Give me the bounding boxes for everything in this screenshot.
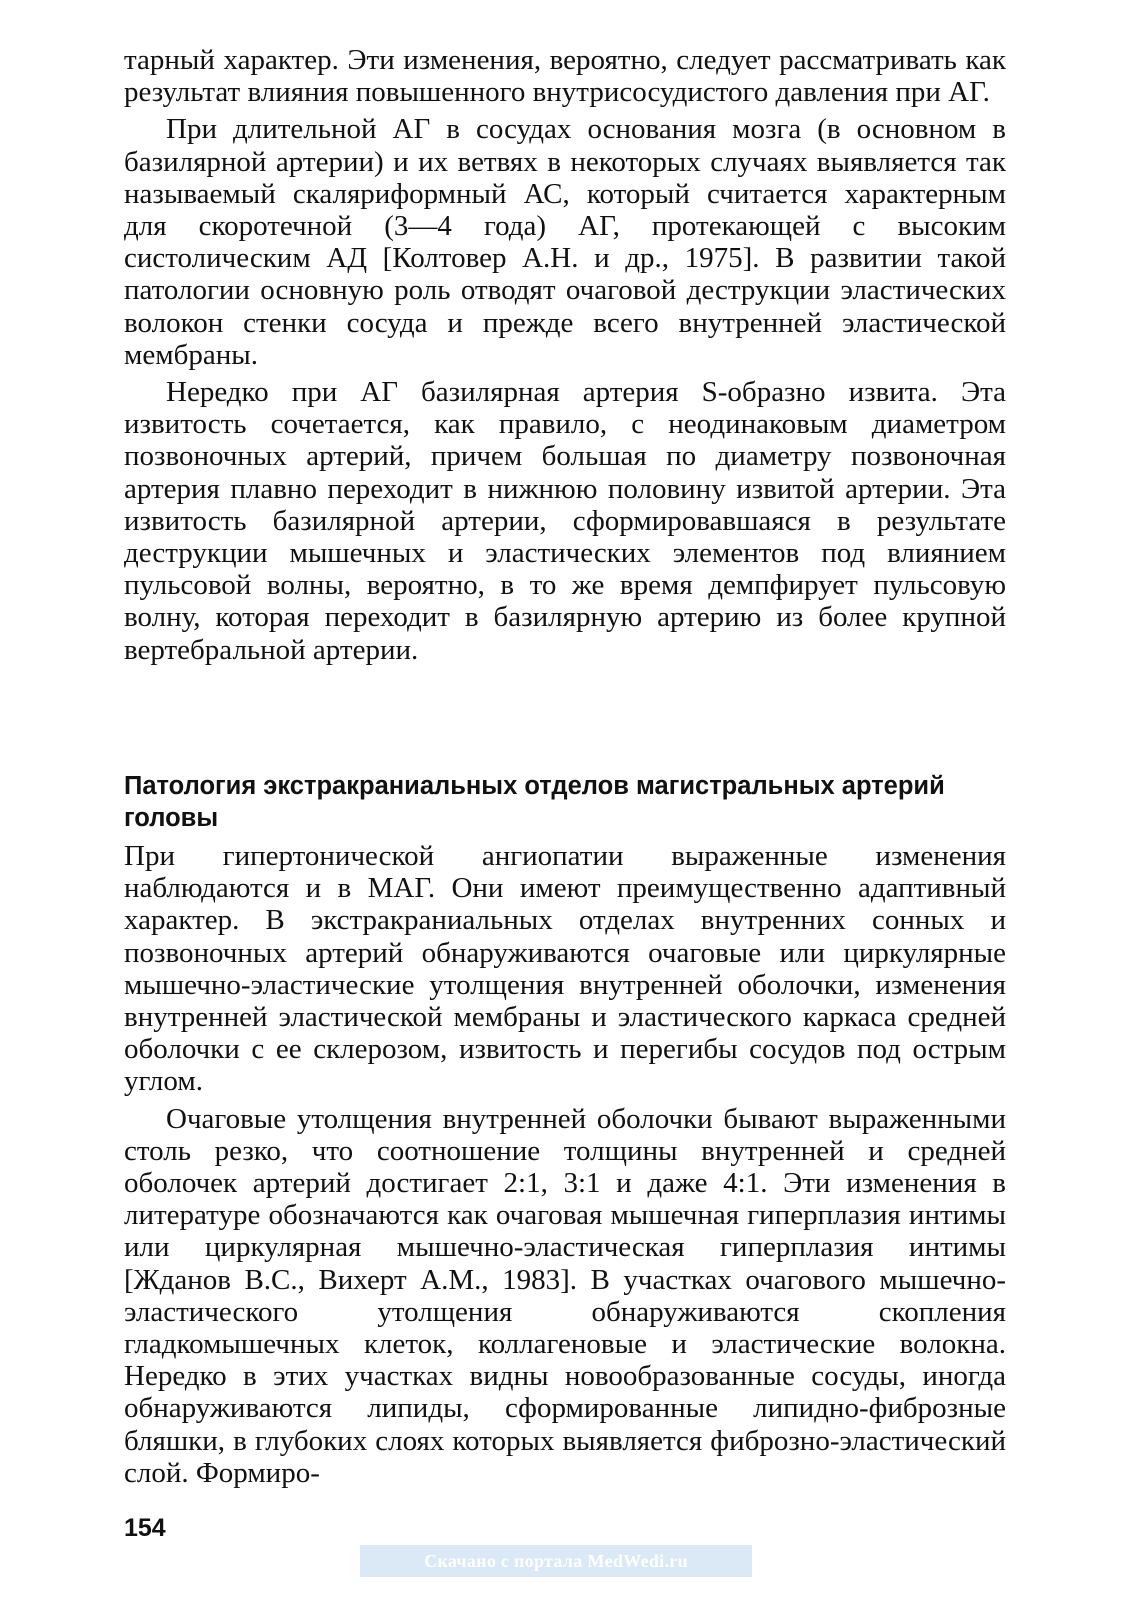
paragraph-focal-thickening: Очаговые утолщения внутренней оболочки бывают выраженными столь резко, что соотношение толщины внутренней и средней оболочек артерий достигает 2:1, 3:1 и даже 4:1. Эти изменения в литературе обозначаются как очаговая мышечная гиперплазия интимы или циркулярная мышечно-эластическая гиперплазия интимы [Жданов В.С., Вихерт А.М., 1983]. В участках очагового мышечно-эластического утолщения обнаруживаются скопления гладкомышечных клеток, коллагеновые и эластические волокна. Нередко в этих участках видны новообразованные сосуды, иногда обнаруживаются липиды, сформированные липидно-фиброзные бляшки, в глубоких слоях которых выявляется фиброзно-эластический слой. Формиро- (124, 1102, 1006, 1489)
paragraph-basilar-tortuosity: Нередко при АГ базилярная артерия S-образно извита. Эта извитость сочетается, как правило, с неодинаковым диаметром позвоночных артерий, причем большая по диаметру позвоночная артерия плавно переходит в нижнюю половину извитой артерии. Эта извитость базилярной артерии, сформировавшаяся в результате деструкции мышечных и эластических элементов под влиянием пульсовой волны, вероятно, в то же время демпфирует пульсовую волну, которая переходит в базилярную артерию из более крупной вертебральной артерии. (124, 376, 1006, 666)
paragraph-continuation: тарный характер. Эти изменения, вероятно, следует рассматривать как результат влияния повышенного внутрисосудистого давления при АГ. (124, 44, 1006, 109)
download-watermark: Скачано с портала MedWedi.ru (360, 1545, 752, 1577)
section-heading: Патология экстракраниальных отделов магистральных артерий головы (124, 772, 945, 832)
paragraph-hypertensive-angiopathy: При гипертонической ангиопатии выраженные изменения наблюдаются и в МАГ. Они имеют преимущественно адаптивный характер. В экстракраниальных отделах внутренних сонных и позвоночных артерий обнаруживаются очаговые или циркулярные мышечно-эластические утолщения внутренней оболочки, изменения внутренней эластической мембраны и эластического каркаса средней оболочки с ее склерозом, извитость и перегибы сосудов под острым углом. (124, 840, 1006, 1098)
text-section-bottom (124, 840, 1006, 1489)
page-number: 154 (124, 1514, 166, 1542)
paragraph-scalariform: При длительной АГ в сосудах основания мозга (в основном в базилярной артерии) и их ветвях в некоторых случаях выявляется так называемый скаляриформный АС, который считается характерным для скоротечной (3—4 года) АГ, протекающей с высоким систолическим АД [Колтовер А.Н. и др., 1975]. В развитии такой патологии основную роль отводят очаговой деструкции эластических волокон стенки сосуда и прежде всего внутренней эластической мембраны. (124, 113, 1006, 371)
text-section-top (124, 44, 1006, 666)
